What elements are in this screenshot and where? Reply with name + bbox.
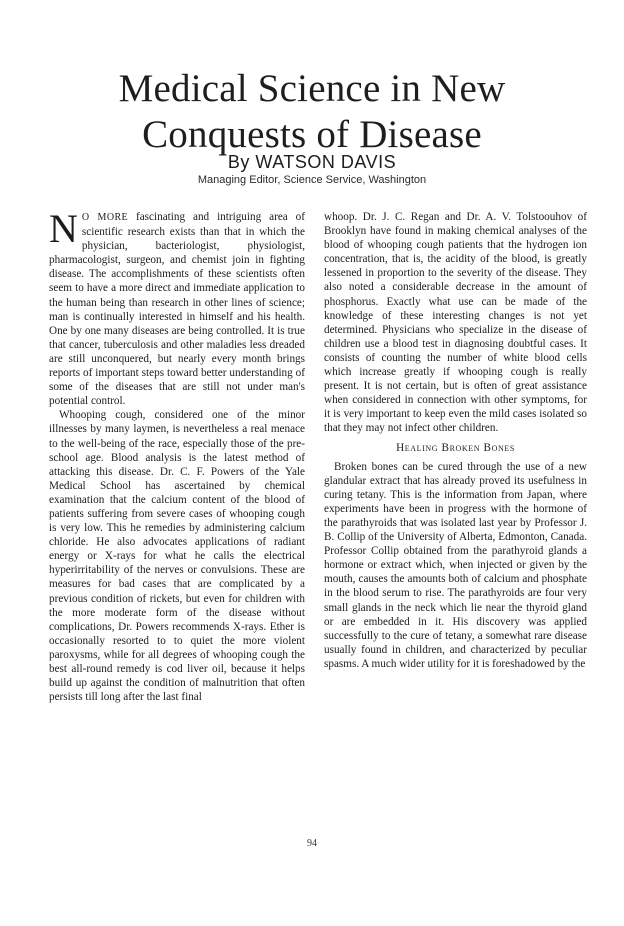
drop-cap: N bbox=[49, 206, 78, 251]
right-column bbox=[324, 210, 587, 671]
author-affiliation: Managing Editor, Science Service, Washington bbox=[197, 174, 427, 186]
article-title: Medical Science in New Conquests of Disease bbox=[118, 67, 506, 156]
paragraph bbox=[49, 206, 305, 408]
paragraph-text: fascinating and intriguing area of scientific research exists than that in which the physician, bacteriologist, physiologist, pharmacologist, surgeon, and chemist join in fighting disease. The accomplishments of these scientists often seem to have a more direct and immediate application to the human being than research in other lines of science; man is continually interested in himself and his health. One by one many diseases are being controlled. It is true that cancer, tuberculosis and other maladies less dreaded are still unconquered, but nearly every month brings reports of important steps toward better understanding of some of the diseases that are still not under man's potential control. bbox=[49, 211, 305, 408]
paragraph: whoop. Dr. J. C. Regan and Dr. A. V. Tolstoouhov of Brooklyn have found in making chemical analyses of the blood of whooping cough patients that the hydrogen ion concentration, that is, the acidity of the blood, is greatly lessened in proportion to the severity of the disease. They also noted a considerable decrease in the amount of phosphorus. Exactly what use can be made of the knowledge of these interesting changes is not yet determined. Physicians who specialize in the disease of children use a blood test in diagnosing doubtful cases. It consists of counting the number of white blood cells which increase greatly if whooping cough is really present. It is not certain, but is often of great assistance when considered in connection with other symptoms, for it is very important to keep even the mild cases isolated so that they may not infect other children. bbox=[324, 211, 587, 435]
section-heading: Healing Broken Bones bbox=[396, 441, 515, 454]
byline: By WATSON DAVIS bbox=[227, 152, 397, 172]
paragraph: Broken bones can be cured through the use of a new glandular extract that has already proved its usefulness in curing tetany. This is the information from Japan, where experiments have been in progress with the hormone of the parathyroids that was isolated last year by Professor J. B. Collip of the University of Alberta, Edmonton, Canada. Professor Collip obtained from the parathyroid glands a hormone or extract which, when injected or given by the mouth, causes the amounts both of calcium and phosphate in the blood serum to rise. The parathyroids are four very small glands in the neck which lie near the thyroid gland or are embedded in it. His discovery was applied successfully to the cure of tetany, a somewhat rare disease usually found in children, and characterized by peculiar spasms. A much wider utility for it is foreshadowed by the bbox=[324, 460, 587, 670]
paragraph: Whooping cough, considered one of the minor illnesses by many laymen, is nevertheless a real menace to the well-being of the race, especially those of the pre-school age. Blood analysis is the latest method of attacking this disease. Dr. C. F. Powers of the Yale Medical School has ascertained by chemical examination that the calcium content of the blood of patients suffering from severe cases of whooping cough is very low. This he remedies by administering calcium chloride. He also advocates applications of radiant energy or X-rays for what he calls the electrical hyperirritability of the nerves or convulsions. These are measures for bad cases that are complicated by a previous condition of rickets, but even for children with the more moderate form of the disease without complications, Dr. Powers recommends X-rays. Ether is occasionally resorted to to quiet the more violent paroxysms, while for all degrees of whooping cough the best all-round remedy is cod liver oil, because it helps build up against the condition of malnutrition that often persists till long after the last final bbox=[49, 409, 305, 704]
left-column bbox=[49, 206, 305, 704]
lead-words: O MORE bbox=[81, 212, 129, 223]
page-number: 94 bbox=[307, 838, 317, 849]
